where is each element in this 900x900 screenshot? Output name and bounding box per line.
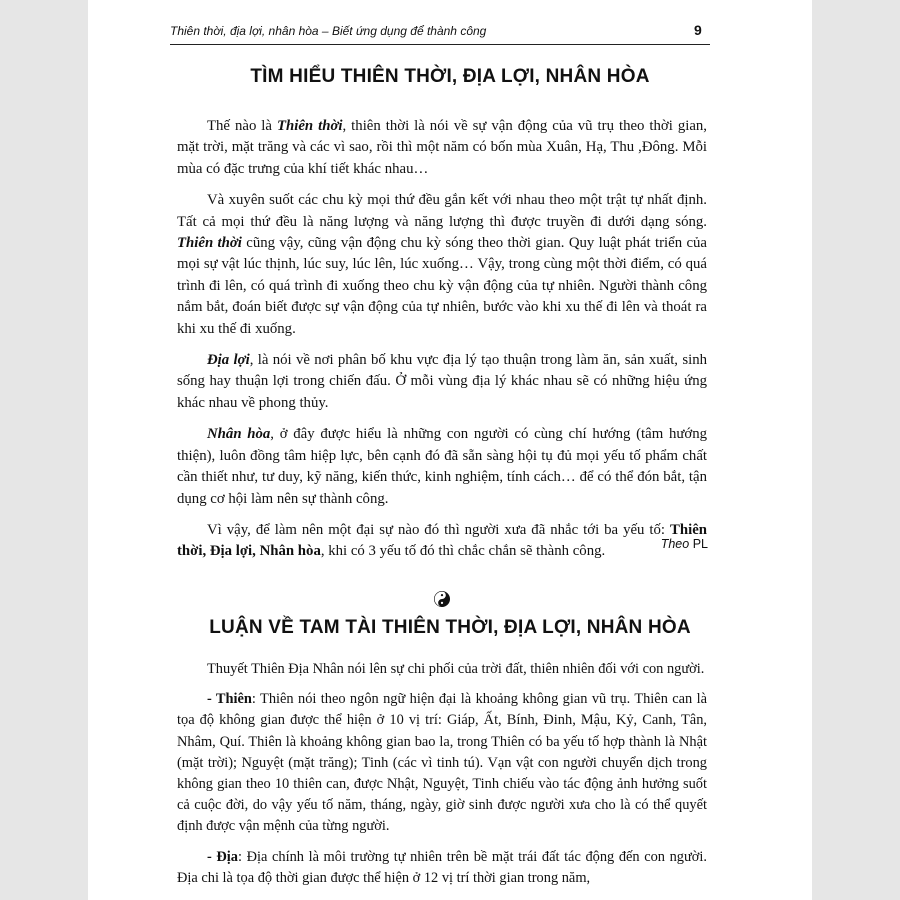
page-frame-left xyxy=(0,0,88,900)
paragraph-text: : Thiên nói theo ngôn ngữ hiện đại là khoảng không gian vũ trụ. Thiên can là tọa độ không gian được thể hiện ở 10 vị trí: Giáp, Ất, Bính, Đinh, Mậu, Kỷ, Canh, Tân, Nhâm, Quí. Thiên là khoảng không gian bao la, trong Thiên có ba yếu tố hợp thành là Nhật (mặt trời); Nguyệt (mặt trăng); Tinh (các vì tinh tú). Vạn vật con người chuyển dịch trong không gian theo 10 thiên can, được Nhật, Nguyệt, Tinh chiếu vào tác động ảnh hưởng suốt cả cuộc đời, do vậy yếu tố năm, tháng, ngày, giờ sinh được người xưa cho là có thể quyết định được vận mệnh của từng người. xyxy=(177,691,708,835)
section-title-2: LUẬN VỀ TAM TÀI THIÊN THỜI, ĐỊA LỢI, NHÂN HÒA xyxy=(209,617,691,638)
source-attribution xyxy=(558,537,708,551)
source-prefix: Theo xyxy=(660,537,690,551)
term-nhan-hoa: Nhân hòa xyxy=(207,426,271,443)
paragraph-text: cũng vậy, cũng vận động chu kỳ sóng theo thời gian. Quy luật phát triển của mọi sự vật lúc thịnh, lúc suy, lúc lên, lúc xuống… Vậy, trong cùng một thời điểm, có quá trình đi lên, có quá trình đi xuống theo chu kỳ vận động của tự nhiên. Người thành công nắm bắt, đoán biết được sự vận động của tự nhiên, bước vào khi xu thế đi lên và thoát ra khi xu thế đi xuống. xyxy=(177,235,707,337)
paragraph-text: , là nói về nơi phân bố khu vực địa lý tạo thuận trong làm ăn, sản xuất, sinh sống hay thuận lợi trong chiến đấu. Ở mỗi vùng địa lý khác nhau sẽ có những hiệu ứng khác nhau về phong thủy. xyxy=(177,352,707,411)
section-2-body xyxy=(177,659,707,898)
term-three-factors: Thiên thời, Địa lợi, Nhân hòa xyxy=(177,521,707,560)
paragraph-text: Vì vậy, để làm nên một đại sự nào đó thì người xưa đã nhắc tới ba yếu tố: xyxy=(207,521,670,538)
term-dia: - Địa xyxy=(207,848,238,865)
book-page xyxy=(88,0,812,900)
section-1-body xyxy=(177,116,707,573)
paragraph-text: , ở đây được hiểu là những con người có cùng chí hướng (tâm hướng thiện), luôn đồng tâm hiệp lực, bên cạnh đó đã sẵn sàng hội tụ đủ mọi yếu tố phẩm chất cần thiết như, tư duy, kỹ năng, kiến thức, kinh nghiệm, tính cách… để có thể đón bắt, tận dụng cơ hội làm nên sự thành công. xyxy=(177,426,707,507)
header-divider xyxy=(170,44,710,45)
paragraph-text: , khi có 3 yếu tố đó thì chắc chắn sẽ thành công. xyxy=(320,543,606,560)
source-name: PL xyxy=(692,537,708,551)
paragraph-text: , thiên thời là nói về sự vận động của vũ trụ theo thời gian, mặt trời, mặt trăng và các vì sao, rồi thì một năm có bốn mùa Xuân, Hạ, Thu ,Đông. Mỗi mùa có đặc trưng của khí tiết khác nhau… xyxy=(177,118,707,177)
paragraph-text: Và xuyên suốt các chu kỳ mọi thứ đều gắn kết với nhau theo một trật tự nhất định. Tất cả mọi thứ đều là năng lượng và năng lượng thì được truyền đi dưới dạng sóng. xyxy=(177,192,707,230)
term-thien: - Thiên xyxy=(207,691,252,708)
page-frame-right xyxy=(812,0,900,900)
paragraph-intro: Thuyết Thiên Địa Nhân nói lên sự chi phối của trời đất, thiên nhiên đối với con người. xyxy=(207,661,705,677)
paragraph-cycles xyxy=(177,190,707,340)
section-title-1: TÌM HIỂU THIÊN THỜI, ĐỊA LỢI, NHÂN HÒA xyxy=(250,66,650,87)
running-header: Thiên thời, địa lợi, nhân hòa – Biết ứng dụng để thành công xyxy=(170,24,487,38)
term-thien-thoi: Thiên thời xyxy=(177,235,242,252)
term-thien-thoi: Thiên thời xyxy=(276,118,343,134)
yin-yang-icon xyxy=(434,591,450,607)
paragraph-dia-loi xyxy=(177,350,707,414)
paragraph-thien xyxy=(177,689,707,837)
paragraph-dia xyxy=(177,847,707,889)
paragraph-text: Thế nào là xyxy=(207,118,277,134)
page-number: 9 xyxy=(694,22,702,38)
paragraph-text: : Địa chính là môi trường tự nhiên trên bề mặt trái đất tác động đến con người. Địa chi là tọa độ thời gian được thể hiện ở 12 vị trí thời gian trong năm, xyxy=(177,848,707,886)
paragraph-nhan-hoa xyxy=(177,424,707,510)
term-dia-loi: Địa lợi xyxy=(207,352,250,369)
paragraph-thien-thoi xyxy=(177,116,707,180)
